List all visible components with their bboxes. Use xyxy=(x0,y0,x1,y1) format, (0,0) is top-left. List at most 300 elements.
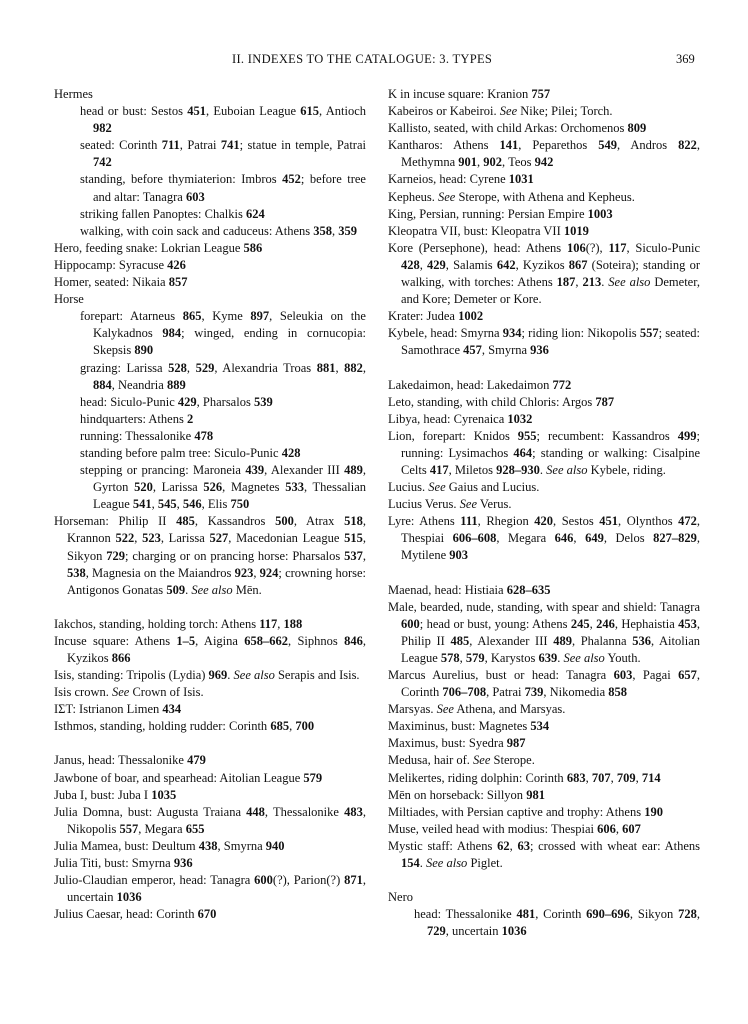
catalogue-number: 772 xyxy=(552,377,572,392)
entry-text: Iakchos, standing, holding torch: Athens xyxy=(54,616,260,631)
section-gap xyxy=(388,565,700,582)
index-entry xyxy=(388,599,700,667)
entry-text: Hero, feeding snake: Lokrian League xyxy=(54,240,244,255)
index-entry xyxy=(388,889,700,906)
catalogue-number: 533 xyxy=(285,480,304,495)
catalogue-number: 936 xyxy=(530,343,549,358)
entry-text: seated: Corinth xyxy=(80,138,162,153)
index-entry xyxy=(54,667,366,684)
entry-text: running: Thessalonike xyxy=(80,428,195,443)
index-subentry xyxy=(80,206,366,223)
catalogue-number: 889 xyxy=(166,377,186,392)
catalogue-number: 600 xyxy=(401,616,420,631)
entry-text: Kabeiros or Kabeiroi. xyxy=(388,104,500,119)
entry-text: , Pagai xyxy=(632,668,679,682)
entry-text: , xyxy=(176,497,183,512)
entry-text: Crown of Isis. xyxy=(129,685,204,700)
catalogue-number: 940 xyxy=(265,838,285,853)
index-subentry xyxy=(80,445,366,462)
entry-text: , Methymna xyxy=(401,138,700,170)
index-entry xyxy=(388,701,700,718)
index-entry xyxy=(54,855,366,872)
entry-text: , Patrai xyxy=(486,685,525,700)
index-entry xyxy=(388,821,700,838)
entry-text: , xyxy=(459,650,466,665)
entry-text: , xyxy=(335,360,345,375)
entry-text: (?), xyxy=(585,240,609,255)
entry-text: stepping or prancing: Maroneia xyxy=(80,463,246,478)
entry-text: Sterope, with Athena and Kepheus. xyxy=(455,189,635,204)
cross-reference-label: See also xyxy=(563,650,605,665)
entry-text: forepart: Atarneus xyxy=(80,309,183,324)
index-subentry xyxy=(80,137,366,171)
catalogue-number: 809 xyxy=(627,121,647,136)
index-entry xyxy=(388,394,700,411)
entry-text: , Alexander III xyxy=(264,463,345,478)
entry-text: , Siculo-Punic xyxy=(626,240,701,255)
catalogue-number: 2 xyxy=(186,411,194,426)
entry-text: , Neandria xyxy=(111,377,167,392)
cross-reference-label: See xyxy=(499,104,518,119)
index-entry xyxy=(54,633,366,667)
catalogue-number: 700 xyxy=(295,719,315,734)
entry-text: , Olynthos xyxy=(618,514,679,529)
catalogue-number: 657 xyxy=(678,668,697,682)
entry-text: , Magnetes xyxy=(222,480,286,495)
catalogue-number: 538 xyxy=(67,565,86,580)
entry-text: Nike; Pilei; Torch. xyxy=(517,104,613,119)
entry-text: Julius Caesar, head: Corinth xyxy=(54,907,198,922)
entry-text: , Delos xyxy=(603,531,654,546)
catalogue-number: 438 xyxy=(198,838,218,853)
entry-text: , Hephaistia xyxy=(614,616,679,631)
entry-text: Janus, head: Thessalonike xyxy=(54,753,188,768)
entry-text: Serapis and Isis. xyxy=(274,668,360,683)
entry-text: Kepheus. xyxy=(388,189,438,204)
entry-text: Julio-Claudian emperor, head: Tanagra xyxy=(54,873,255,888)
catalogue-number: 942 xyxy=(534,155,554,170)
catalogue-number: 434 xyxy=(162,702,182,717)
catalogue-number: 603 xyxy=(613,668,633,682)
index-entry xyxy=(388,325,700,359)
entry-text: Kleopatra VII, bust: Kleopatra VII xyxy=(388,223,564,238)
catalogue-number: 987 xyxy=(506,736,526,751)
catalogue-number: 429 xyxy=(427,257,446,272)
cross-reference-label: See also xyxy=(426,856,468,871)
catalogue-number: 924 xyxy=(259,565,279,580)
index-entry xyxy=(388,752,700,769)
entry-text: Lucius Verus. xyxy=(388,497,460,512)
entry-text: Athena, and Marsyas. xyxy=(453,702,566,717)
entry-text: Kore (Persephone), head: Athens xyxy=(388,240,567,255)
index-entry xyxy=(388,103,700,120)
index-subentry xyxy=(80,103,366,137)
cross-reference-label: See also xyxy=(233,668,275,683)
entry-text: ; winged, ending in cornucopia: Skepsis xyxy=(93,326,366,358)
catalogue-number: 603 xyxy=(185,189,205,204)
entry-text: , Kassandros xyxy=(194,514,276,529)
catalogue-number: 890 xyxy=(134,343,154,358)
catalogue-number: 1–5 xyxy=(176,633,196,648)
catalogue-number: 871 xyxy=(344,873,363,888)
catalogue-number: 757 xyxy=(531,87,551,101)
catalogue-number: 969 xyxy=(208,668,228,683)
catalogue-number: 472 xyxy=(678,514,697,529)
entry-text: , xyxy=(332,223,339,238)
catalogue-number: 426 xyxy=(167,257,186,272)
entry-text: Demeter, and Kore; Demeter or Kore. xyxy=(401,275,700,307)
catalogue-number: 246 xyxy=(596,616,615,631)
catalogue-number: 529 xyxy=(195,360,215,375)
index-entry xyxy=(388,804,700,821)
catalogue-number: 117 xyxy=(608,240,627,255)
entry-text: , Aigina xyxy=(195,633,245,648)
index-entry xyxy=(388,513,700,564)
catalogue-number: 452 xyxy=(282,172,301,187)
catalogue-number: 536 xyxy=(632,633,651,648)
left-index-column xyxy=(54,86,366,923)
entry-text: , Kyme xyxy=(201,309,251,324)
entry-text: ; standing or walking: Cisalpine Celts xyxy=(401,445,700,477)
entry-text: , xyxy=(277,616,284,631)
catalogue-number: 485 xyxy=(176,514,195,529)
entry-text: , Salamis xyxy=(445,257,497,272)
entry-text: , xyxy=(615,821,623,836)
entry-text: Isthmos, standing, holding rudder: Corinth xyxy=(54,719,271,734)
entry-text: , Karystos xyxy=(484,650,539,665)
entry-text: Kybele, riding. xyxy=(587,462,666,477)
entry-text: , uncertain xyxy=(67,873,366,905)
entry-text: , xyxy=(696,907,700,922)
entry-text: Maximinus, bust: Magnetes xyxy=(388,719,531,734)
entry-text: , xyxy=(610,770,617,785)
section-gap xyxy=(54,735,366,752)
catalogue-number: 624 xyxy=(245,206,265,221)
catalogue-number: 448 xyxy=(246,804,265,819)
entry-text: , xyxy=(253,565,260,580)
entry-text: Miltiades, with Persian captive and trophy: Athens xyxy=(388,804,645,819)
entry-text: , Euboian League xyxy=(206,104,301,119)
entry-text: ; statue in temple, Patrai xyxy=(239,138,366,153)
catalogue-number: 709 xyxy=(616,770,636,785)
entry-text: Horseman: Philip II xyxy=(54,514,177,529)
catalogue-number: 1003 xyxy=(587,206,613,221)
entry-text: K in incuse square: Kranion xyxy=(388,87,532,101)
index-entry xyxy=(388,206,700,223)
index-entry xyxy=(388,377,700,394)
index-entry xyxy=(54,86,366,103)
entry-text: , Thessalian League xyxy=(93,480,366,512)
entry-text: , xyxy=(151,497,158,512)
entry-text: Piglet. xyxy=(467,856,503,871)
catalogue-number: 901 xyxy=(458,155,478,170)
entry-text: Kybele, head: Smyrna xyxy=(388,326,503,341)
index-entry xyxy=(388,838,700,872)
index-entry xyxy=(388,787,700,804)
catalogue-number: 245 xyxy=(570,616,590,631)
entry-text: , Krannon xyxy=(67,514,366,546)
catalogue-number: 526 xyxy=(203,480,223,495)
catalogue-number: 545 xyxy=(157,497,177,512)
entry-text: , Kyzikos xyxy=(67,633,366,665)
catalogue-number: 451 xyxy=(187,104,206,119)
catalogue-number: 1002 xyxy=(458,309,484,324)
entry-text: head: Thessalonike xyxy=(414,907,517,922)
index-entry xyxy=(388,171,700,188)
index-subentry xyxy=(80,308,366,359)
index-entry xyxy=(388,718,700,735)
entry-text: ; before tree and altar: Tanagra xyxy=(93,172,366,204)
entry-text: , Sestos xyxy=(553,514,600,529)
catalogue-number: 881 xyxy=(316,360,336,375)
catalogue-number: 1035 xyxy=(151,787,177,802)
entry-text: , Teos xyxy=(502,155,535,170)
entry-text: , Nikomedia xyxy=(543,685,609,700)
catalogue-number: 534 xyxy=(530,719,550,734)
catalogue-number: 213 xyxy=(582,275,602,290)
entry-text: Marsyas. xyxy=(388,702,437,717)
entry-text: ; running: Lysimachos xyxy=(401,428,700,460)
entry-text: , Mytilene xyxy=(401,531,701,563)
index-entry xyxy=(54,240,366,257)
entry-text: King, Persian, running: Persian Empire xyxy=(388,206,588,221)
catalogue-number: 750 xyxy=(230,497,250,512)
catalogue-number: 1036 xyxy=(116,890,142,905)
index-subentry xyxy=(80,223,366,240)
catalogue-number: 683 xyxy=(566,770,586,785)
index-subentry xyxy=(80,428,366,445)
section-gap xyxy=(388,360,700,377)
catalogue-number: 822 xyxy=(678,138,697,153)
catalogue-number: 190 xyxy=(644,804,663,819)
catalogue-number: 546 xyxy=(182,497,202,512)
entry-text: , Macedonian League xyxy=(228,531,345,546)
index-entry xyxy=(54,701,366,718)
entry-text: Karneios, head: Cyrene xyxy=(388,172,509,187)
entry-text: , Megara xyxy=(138,821,186,836)
entry-text: ; crossed with wheat ear: Athens xyxy=(529,838,701,853)
catalogue-number: 649 xyxy=(585,531,604,546)
index-entry xyxy=(388,411,700,428)
catalogue-number: 106 xyxy=(566,240,586,255)
index-entry xyxy=(388,308,700,325)
catalogue-number: 457 xyxy=(463,343,482,358)
index-entry xyxy=(54,770,366,787)
entry-text: Hippocamp: Syracuse xyxy=(54,257,168,272)
entry-text: , xyxy=(585,770,592,785)
catalogue-number: 528 xyxy=(168,360,187,375)
entry-text: Mēn. xyxy=(232,582,262,597)
entry-text: Lakedaimon, head: Lakedaimon xyxy=(388,377,553,392)
entry-text: standing before palm tree: Siculo-Punic xyxy=(80,445,282,460)
catalogue-number: 428 xyxy=(401,257,420,272)
entry-text: , Corinth xyxy=(401,668,700,700)
entry-text: , Pharsalos xyxy=(196,394,254,409)
entry-text: , Thessalonike xyxy=(264,804,345,819)
entry-text: , Larissa xyxy=(152,480,204,495)
catalogue-number: 549 xyxy=(598,138,617,153)
entry-text: (?), Parion(?) xyxy=(272,873,345,888)
catalogue-number: 787 xyxy=(595,394,615,409)
entry-text: IΣT: Istrianon Limen xyxy=(54,702,163,717)
catalogue-number: 1036 xyxy=(501,924,527,939)
entry-text: ; crowning horse: Antigonos Gonatas xyxy=(67,565,367,597)
catalogue-number: 846 xyxy=(344,633,363,648)
entry-text: hindquarters: Athens xyxy=(80,411,187,426)
entry-text: Nero xyxy=(388,890,413,905)
entry-text: , Elis xyxy=(201,497,231,512)
index-entry xyxy=(54,752,366,769)
right-index-column xyxy=(388,86,700,940)
catalogue-number: 866 xyxy=(111,651,131,665)
index-subentry xyxy=(80,171,366,205)
index-entry xyxy=(54,838,366,855)
catalogue-number: 453 xyxy=(678,616,697,631)
catalogue-number: 586 xyxy=(243,240,263,255)
index-entry xyxy=(54,787,366,804)
catalogue-number: 639 xyxy=(538,650,558,665)
index-entry xyxy=(388,582,700,599)
entry-text: , Larissa xyxy=(160,531,210,546)
index-entry xyxy=(54,906,366,923)
catalogue-number: 489 xyxy=(553,633,572,648)
cross-reference-label: See xyxy=(436,702,454,717)
index-entry xyxy=(388,137,700,171)
catalogue-number: 62 xyxy=(497,838,510,853)
entry-text: , Antioch xyxy=(319,104,366,119)
index-entry xyxy=(388,428,700,479)
catalogue-number: 539 xyxy=(253,394,273,409)
index-entry xyxy=(388,770,700,787)
catalogue-number: 728 xyxy=(678,907,697,922)
entry-text: , Magnesia on the Maiandros xyxy=(85,565,235,580)
catalogue-number: 827–829 xyxy=(653,531,697,546)
catalogue-number: 485 xyxy=(450,633,470,648)
catalogue-number: 187 xyxy=(556,275,576,290)
catalogue-number: 478 xyxy=(194,428,214,443)
entry-text: Homer, seated: Nikaia xyxy=(54,275,169,290)
catalogue-number: 858 xyxy=(608,685,628,700)
entry-text: Incuse square: Athens xyxy=(54,633,177,648)
catalogue-number: 628–635 xyxy=(506,582,551,597)
entry-text: Youth. xyxy=(604,650,641,665)
index-entry xyxy=(388,189,700,206)
entry-text: , Atrax xyxy=(293,514,345,529)
catalogue-number: 934 xyxy=(502,326,522,341)
catalogue-number: 117 xyxy=(259,616,278,631)
entry-text: , xyxy=(289,719,296,734)
entry-text: Libya, head: Cyrenaica xyxy=(388,411,508,426)
cross-reference-label: See xyxy=(459,497,477,512)
entry-text: , Patrai xyxy=(179,138,221,153)
catalogue-number: 141 xyxy=(499,138,519,153)
catalogue-number: 923 xyxy=(234,565,254,580)
entry-text: Male, bearded, nude, standing, with spear and shield: Tanagra xyxy=(388,599,700,614)
entry-text: , xyxy=(575,275,583,290)
index-entry xyxy=(54,513,366,598)
catalogue-number: 489 xyxy=(344,463,363,478)
index-entry xyxy=(54,616,366,633)
index-entry xyxy=(54,257,366,274)
index-subentry xyxy=(80,360,366,394)
entry-text: ; riding lion: Nikopolis xyxy=(521,326,640,341)
catalogue-number: 464 xyxy=(513,445,533,460)
entry-text: , Smyrna xyxy=(481,343,531,358)
section-gap xyxy=(388,872,700,889)
index-entry xyxy=(388,86,700,103)
catalogue-number: 499 xyxy=(677,428,697,443)
entry-text: Mystic staff: Athens xyxy=(388,838,498,853)
entry-text: Krater: Judea xyxy=(388,309,459,324)
entry-text: , Andros xyxy=(616,138,679,153)
catalogue-number: 670 xyxy=(197,907,217,922)
catalogue-number: 1031 xyxy=(508,172,534,187)
catalogue-number: 578 xyxy=(440,650,460,665)
cross-reference-label: See xyxy=(428,480,446,495)
catalogue-number: 606–608 xyxy=(452,531,497,546)
catalogue-number: 154 xyxy=(401,856,420,871)
catalogue-number: 483 xyxy=(344,804,363,819)
index-entry xyxy=(388,667,700,701)
entry-text: , xyxy=(419,257,428,272)
entry-text: Lyre: Athens xyxy=(388,514,461,529)
entry-text: ; seated: Samothrace xyxy=(401,326,700,358)
entry-text: , Megara xyxy=(496,531,555,546)
catalogue-number: 359 xyxy=(338,223,358,238)
entry-text: . xyxy=(557,650,564,665)
cross-reference-label: See also xyxy=(191,582,233,597)
cross-reference-label: See also xyxy=(608,275,651,290)
catalogue-number: 557 xyxy=(639,326,659,341)
catalogue-number: 527 xyxy=(209,531,229,546)
catalogue-number: 537 xyxy=(344,548,363,563)
entry-text: Jawbone of boar, and spearhead: Aitolian League xyxy=(54,770,304,785)
entry-text: . xyxy=(185,582,192,597)
entry-text: , xyxy=(477,155,484,170)
entry-text: , Peparethos xyxy=(518,138,599,153)
catalogue-number: 439 xyxy=(245,463,265,478)
entry-text: Kallisto, seated, with child Arkas: Orchomenos xyxy=(388,121,628,136)
catalogue-number: 429 xyxy=(177,394,197,409)
catalogue-number: 479 xyxy=(187,753,206,768)
entry-text: Marcus Aurelius, bust or head: Tanagra xyxy=(388,668,614,682)
index-subentry xyxy=(414,906,700,940)
catalogue-number: 520 xyxy=(134,480,153,495)
entry-text: Juba I, bust: Juba I xyxy=(54,787,152,802)
catalogue-number: 557 xyxy=(119,821,139,836)
entry-text: , Seleukia on the Kalykadnos xyxy=(93,309,366,341)
index-entry xyxy=(54,718,366,735)
entry-text: . xyxy=(227,668,234,683)
index-entry xyxy=(54,872,366,906)
entry-text: , Rhegion xyxy=(477,514,535,529)
catalogue-number: 711 xyxy=(161,138,180,153)
entry-text: striking fallen Panoptes: Chalkis xyxy=(80,206,246,221)
catalogue-number: 428 xyxy=(281,445,301,460)
entry-text: head or bust: Sestos xyxy=(80,104,188,119)
index-entry xyxy=(388,120,700,137)
catalogue-number: 658–662 xyxy=(244,633,289,648)
entry-text: , xyxy=(509,838,518,853)
entry-text: ; charging or on prancing horse: Pharsalos xyxy=(125,548,345,563)
entry-text: . xyxy=(539,462,547,477)
catalogue-number: 509 xyxy=(166,582,186,597)
entry-text: Medusa, hair of. xyxy=(388,753,474,768)
catalogue-number: 63 xyxy=(517,838,530,853)
entry-text: , Corinth xyxy=(535,907,587,922)
catalogue-number: 451 xyxy=(599,514,619,529)
index-entry xyxy=(388,240,700,308)
